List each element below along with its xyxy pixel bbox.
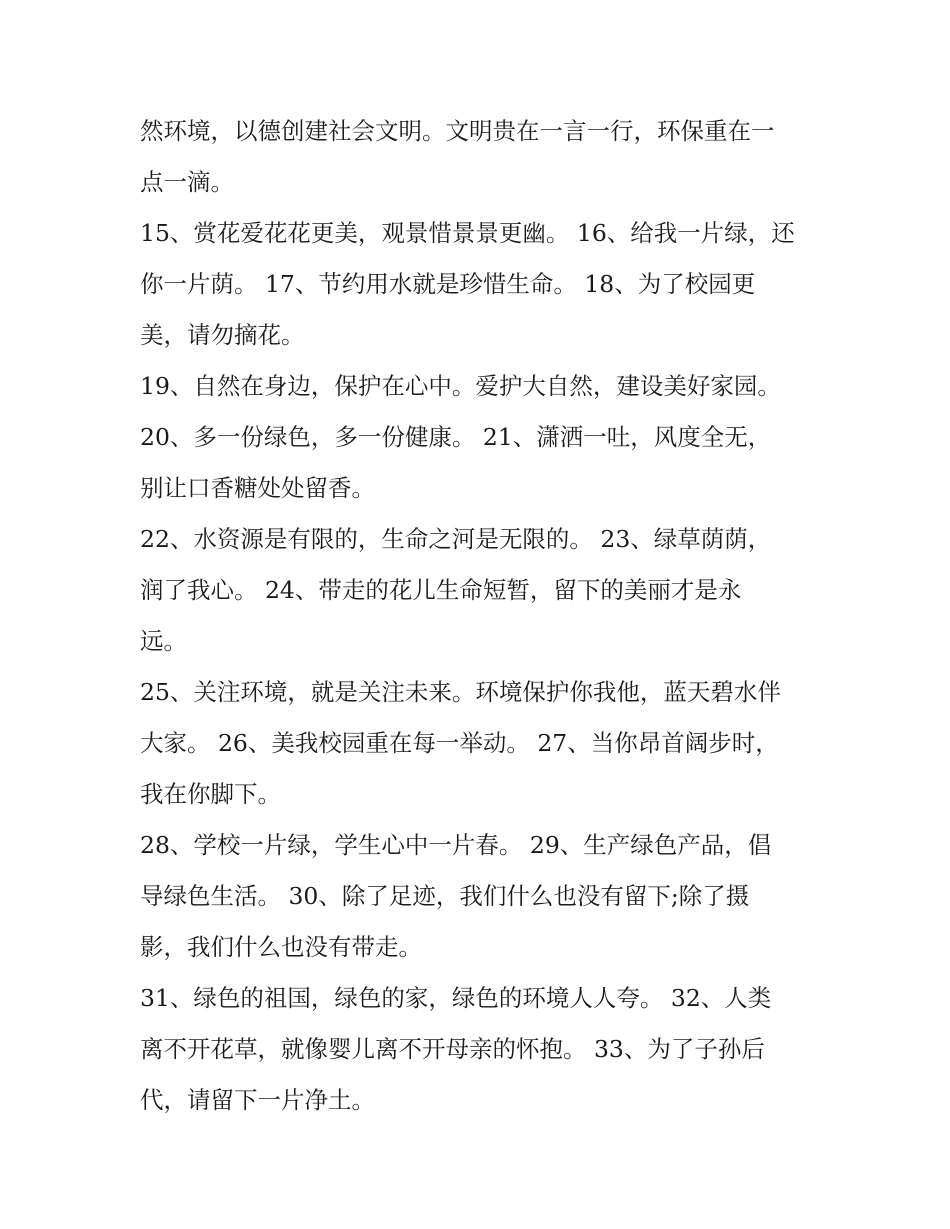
text-line: 15、赏花爱花花更美，观景惜景景更幽。 16、给我一片绿，还 [140, 219, 795, 247]
text-line: 美，请勿摘花。 [140, 321, 305, 349]
text-line: 20、多一份绿色，多一份健康。 21、潇洒一吐，风度全无， [140, 423, 772, 451]
text-line: 远。 [140, 627, 187, 655]
text-line: 别让口香糖处处留香。 [140, 474, 375, 502]
text-line: 31、绿色的祖国，绿色的家，绿色的环境人人夸。 32、人类 [140, 984, 772, 1012]
text-line: 导绿色生活。 30、除了足迹，我们什么也没有留下;除了摄 [140, 882, 750, 910]
text-line: 大家。 26、美我校园重在每一举动。 27、当你昂首阔步时， [140, 729, 779, 757]
text-line: 19、自然在身边，保护在心中。爱护大自然，建设美好家园。 [140, 372, 781, 400]
text-line: 润了我心。 24、带走的花儿生命短暂，留下的美丽才是永 [140, 576, 742, 604]
text-line: 然环境，以德创建社会文明。文明贵在一言一行，环保重在一 [140, 117, 775, 145]
text-line: 代，请留下一片净土。 [140, 1086, 375, 1114]
text-line: 25、关注环境，就是关注未来。环境保护你我他，蓝天碧水伴 [140, 678, 781, 706]
text-line: 你一片荫。 17、节约用水就是珍惜生命。 18、为了校园更 [140, 270, 756, 298]
text-line: 我在你脚下。 [140, 780, 281, 808]
document-body [140, 106, 820, 1126]
text-line: 点一滴。 [140, 168, 234, 196]
text-line: 离不开花草，就像婴儿离不开母亲的怀抱。 33、为了子孙后 [140, 1035, 765, 1063]
text-line: 22、水资源是有限的，生命之河是无限的。 23、绿草荫荫， [140, 525, 772, 553]
text-line: 影，我们什么也没有带走。 [140, 933, 422, 961]
text-line: 28、学校一片绿，学生心中一片春。 29、生产绿色产品，倡 [140, 831, 772, 859]
